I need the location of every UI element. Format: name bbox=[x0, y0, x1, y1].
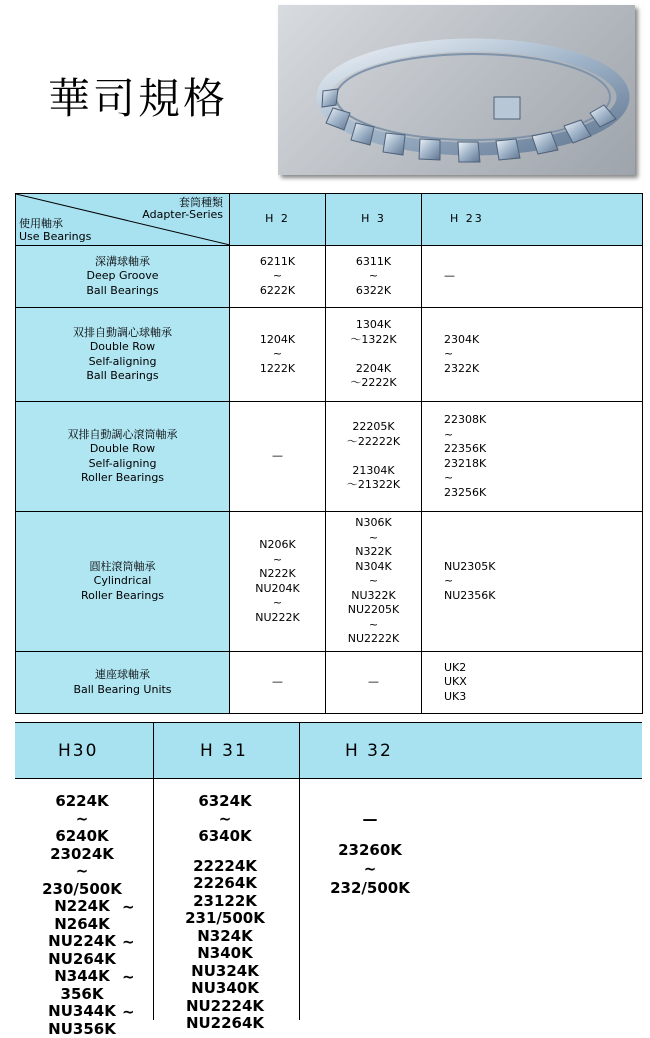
table-row bbox=[16, 308, 643, 402]
part-number: 6224K bbox=[18, 793, 146, 811]
part-number: ~ bbox=[18, 863, 146, 881]
part-number: NU2264K bbox=[160, 1015, 290, 1033]
part-number: NU222K bbox=[230, 611, 325, 626]
col-header-h30: H30 bbox=[58, 741, 98, 761]
column-divider bbox=[299, 722, 300, 1020]
part-number: NU2224K bbox=[160, 998, 290, 1016]
col-header-h2: H 2 bbox=[230, 194, 326, 246]
table-row bbox=[16, 246, 643, 308]
bearing-name-en: Ball Bearings bbox=[16, 369, 229, 384]
bearing-type-label bbox=[16, 246, 230, 308]
bearing-name-en: Self-aligning bbox=[16, 355, 229, 370]
cell-h23 bbox=[422, 512, 643, 652]
bearing-name-en: Self-aligning bbox=[16, 457, 229, 472]
use-label-en: Use Bearings bbox=[19, 230, 91, 243]
bearing-name-en: Cylindrical bbox=[16, 574, 229, 589]
table-row bbox=[16, 402, 643, 512]
bearing-name-en: Double Row bbox=[16, 340, 229, 355]
bearing-type-label bbox=[16, 402, 230, 512]
bearing-name-en: Double Row bbox=[16, 442, 229, 457]
part-number: ~ bbox=[230, 553, 325, 568]
part-number: N306K bbox=[326, 516, 421, 531]
part-number: 23256K bbox=[444, 486, 642, 501]
part-number: NU344K bbox=[18, 1003, 146, 1021]
cell-h23 bbox=[422, 246, 643, 308]
part-number: UK3 bbox=[444, 690, 642, 705]
part-number: NU2305K bbox=[444, 560, 642, 575]
part-number: ~ bbox=[444, 471, 642, 486]
part-number: ～22222K bbox=[326, 435, 421, 450]
cell-h23 bbox=[422, 652, 643, 714]
col-header-h3: H 3 bbox=[326, 194, 422, 246]
part-number: ~ bbox=[305, 860, 435, 879]
part-number: 6324K bbox=[160, 793, 290, 811]
range-tilde: ~ bbox=[122, 1003, 135, 1021]
part-number: N322K bbox=[326, 545, 421, 560]
part-number: NU356K bbox=[18, 1021, 146, 1038]
part-number: 21304K bbox=[326, 464, 421, 479]
part-number: NU2222K bbox=[326, 632, 421, 647]
part-number: ~ bbox=[326, 269, 421, 284]
part-number: N344K bbox=[18, 968, 146, 986]
range-tilde: ~ bbox=[122, 933, 135, 951]
h31-list bbox=[160, 793, 290, 1033]
cell-h23 bbox=[422, 308, 643, 402]
bearing-name-cn: 双排自動調心球軸承 bbox=[16, 326, 229, 341]
bearing-name-cn: 連座球軸承 bbox=[16, 668, 229, 683]
bearing-name-en: Ball Bearing Units bbox=[16, 683, 229, 698]
col-header-h31: H 31 bbox=[200, 741, 248, 761]
part-number: UKX bbox=[444, 675, 642, 690]
part-number: NU324K bbox=[160, 963, 290, 981]
cell-h3 bbox=[326, 246, 422, 308]
table-row bbox=[16, 652, 643, 714]
part-number: — bbox=[230, 675, 325, 690]
part-number: 6340K bbox=[160, 828, 290, 846]
series-label-en: Adapter-Series bbox=[142, 209, 223, 221]
col-header-h32: H 32 bbox=[345, 741, 393, 761]
bearing-type-label bbox=[16, 308, 230, 402]
part-number: ~ bbox=[326, 531, 421, 546]
part-number: NU322K bbox=[326, 589, 421, 604]
part-number: NU340K bbox=[160, 980, 290, 998]
cell-h3 bbox=[326, 512, 422, 652]
part-number: 1304K bbox=[326, 318, 421, 333]
table-row bbox=[16, 512, 643, 652]
part-number: 23260K bbox=[305, 841, 435, 860]
part-number: NU224K bbox=[18, 933, 146, 951]
part-number: 22356K bbox=[444, 442, 642, 457]
part-number bbox=[160, 846, 290, 858]
part-number: ~ bbox=[326, 574, 421, 589]
part-number: 6322K bbox=[326, 284, 421, 299]
part-number: 22308K bbox=[444, 413, 642, 428]
part-number: 23122K bbox=[160, 893, 290, 911]
h32-list bbox=[305, 810, 435, 898]
part-number: 2322K bbox=[444, 362, 642, 377]
part-number: — bbox=[444, 269, 642, 284]
part-number: 22224K bbox=[160, 858, 290, 876]
part-number: ~ bbox=[230, 596, 325, 611]
bearing-name-cn: 深溝球軸承 bbox=[16, 255, 229, 270]
cell-h23 bbox=[422, 402, 643, 512]
part-number: N304K bbox=[326, 560, 421, 575]
bearing-name-en: Roller Bearings bbox=[16, 589, 229, 604]
part-number bbox=[305, 829, 435, 841]
part-number: 22264K bbox=[160, 875, 290, 893]
bearing-name-en: Roller Bearings bbox=[16, 471, 229, 486]
part-number bbox=[326, 449, 421, 464]
use-label-cn: 使用軸承 bbox=[19, 217, 91, 230]
part-number: ~ bbox=[230, 269, 325, 284]
bearing-name-en: Ball Bearings bbox=[16, 284, 229, 299]
part-number: 6222K bbox=[230, 284, 325, 299]
column-divider bbox=[153, 722, 154, 1020]
adapter-spec-table bbox=[15, 193, 643, 714]
part-number: ~ bbox=[160, 811, 290, 829]
part-number: ～21322K bbox=[326, 478, 421, 493]
part-number: N222K bbox=[230, 567, 325, 582]
cell-h3 bbox=[326, 652, 422, 714]
part-number: ~ bbox=[444, 574, 642, 589]
part-number: N224K bbox=[18, 898, 146, 916]
part-number: ～2222K bbox=[326, 376, 421, 391]
part-number: ~ bbox=[230, 347, 325, 362]
bearing-type-label bbox=[16, 512, 230, 652]
part-number: 1204K bbox=[230, 333, 325, 348]
washer-photo bbox=[278, 5, 635, 175]
part-number: 22205K bbox=[326, 420, 421, 435]
part-number: 2204K bbox=[326, 362, 421, 377]
part-number: 1222K bbox=[230, 362, 325, 377]
range-tilde: ~ bbox=[122, 968, 135, 986]
cell-h2 bbox=[230, 246, 326, 308]
part-number bbox=[326, 347, 421, 362]
cell-h2 bbox=[230, 402, 326, 512]
series-label-cn: 套筒種類 bbox=[142, 197, 223, 209]
part-number: NU2205K bbox=[326, 603, 421, 618]
part-number: ~ bbox=[18, 811, 146, 829]
cell-h3 bbox=[326, 308, 422, 402]
range-tilde: ~ bbox=[122, 898, 135, 916]
part-number: 6240K bbox=[18, 828, 146, 846]
part-number: 6311K bbox=[326, 255, 421, 270]
part-number: 230/500K bbox=[18, 881, 146, 899]
col-header-h23: H 23 bbox=[422, 194, 643, 246]
part-number: — bbox=[326, 675, 421, 690]
part-number: N340K bbox=[160, 945, 290, 963]
cell-h2 bbox=[230, 308, 326, 402]
part-number: 23218K bbox=[444, 457, 642, 472]
cell-h2 bbox=[230, 652, 326, 714]
bearing-name-cn: 圓柱滾筒軸承 bbox=[16, 560, 229, 575]
part-number: N264K bbox=[18, 916, 146, 934]
part-number: 356K bbox=[18, 986, 146, 1004]
part-number: NU204K bbox=[230, 582, 325, 597]
part-number: NU2356K bbox=[444, 589, 642, 604]
bearing-name-en: Deep Groove bbox=[16, 269, 229, 284]
part-number: 232/500K bbox=[305, 879, 435, 898]
part-number: ~ bbox=[444, 428, 642, 443]
bearing-name-cn: 双排自動調心滾筒軸承 bbox=[16, 428, 229, 443]
part-number: 23024K bbox=[18, 846, 146, 864]
cell-h3 bbox=[326, 402, 422, 512]
header-corner bbox=[16, 194, 230, 246]
part-number: — bbox=[230, 449, 325, 464]
part-number: ~ bbox=[444, 347, 642, 362]
part-number: 2304K bbox=[444, 333, 642, 348]
part-number: N206K bbox=[230, 538, 325, 553]
part-number: NU264K bbox=[18, 951, 146, 969]
part-number: N324K bbox=[160, 928, 290, 946]
bearing-type-label bbox=[16, 652, 230, 714]
lock-washer-image bbox=[278, 5, 635, 175]
part-number: 6211K bbox=[230, 255, 325, 270]
table-header-row bbox=[16, 194, 643, 246]
part-number: — bbox=[305, 810, 435, 829]
part-number: UK2 bbox=[444, 661, 642, 676]
part-number: ～1322K bbox=[326, 333, 421, 348]
bottom-header-band bbox=[15, 722, 642, 779]
part-number: ~ bbox=[326, 618, 421, 633]
cell-h2 bbox=[230, 512, 326, 652]
part-number: 231/500K bbox=[160, 910, 290, 928]
page-title: 華司規格 bbox=[48, 66, 228, 126]
